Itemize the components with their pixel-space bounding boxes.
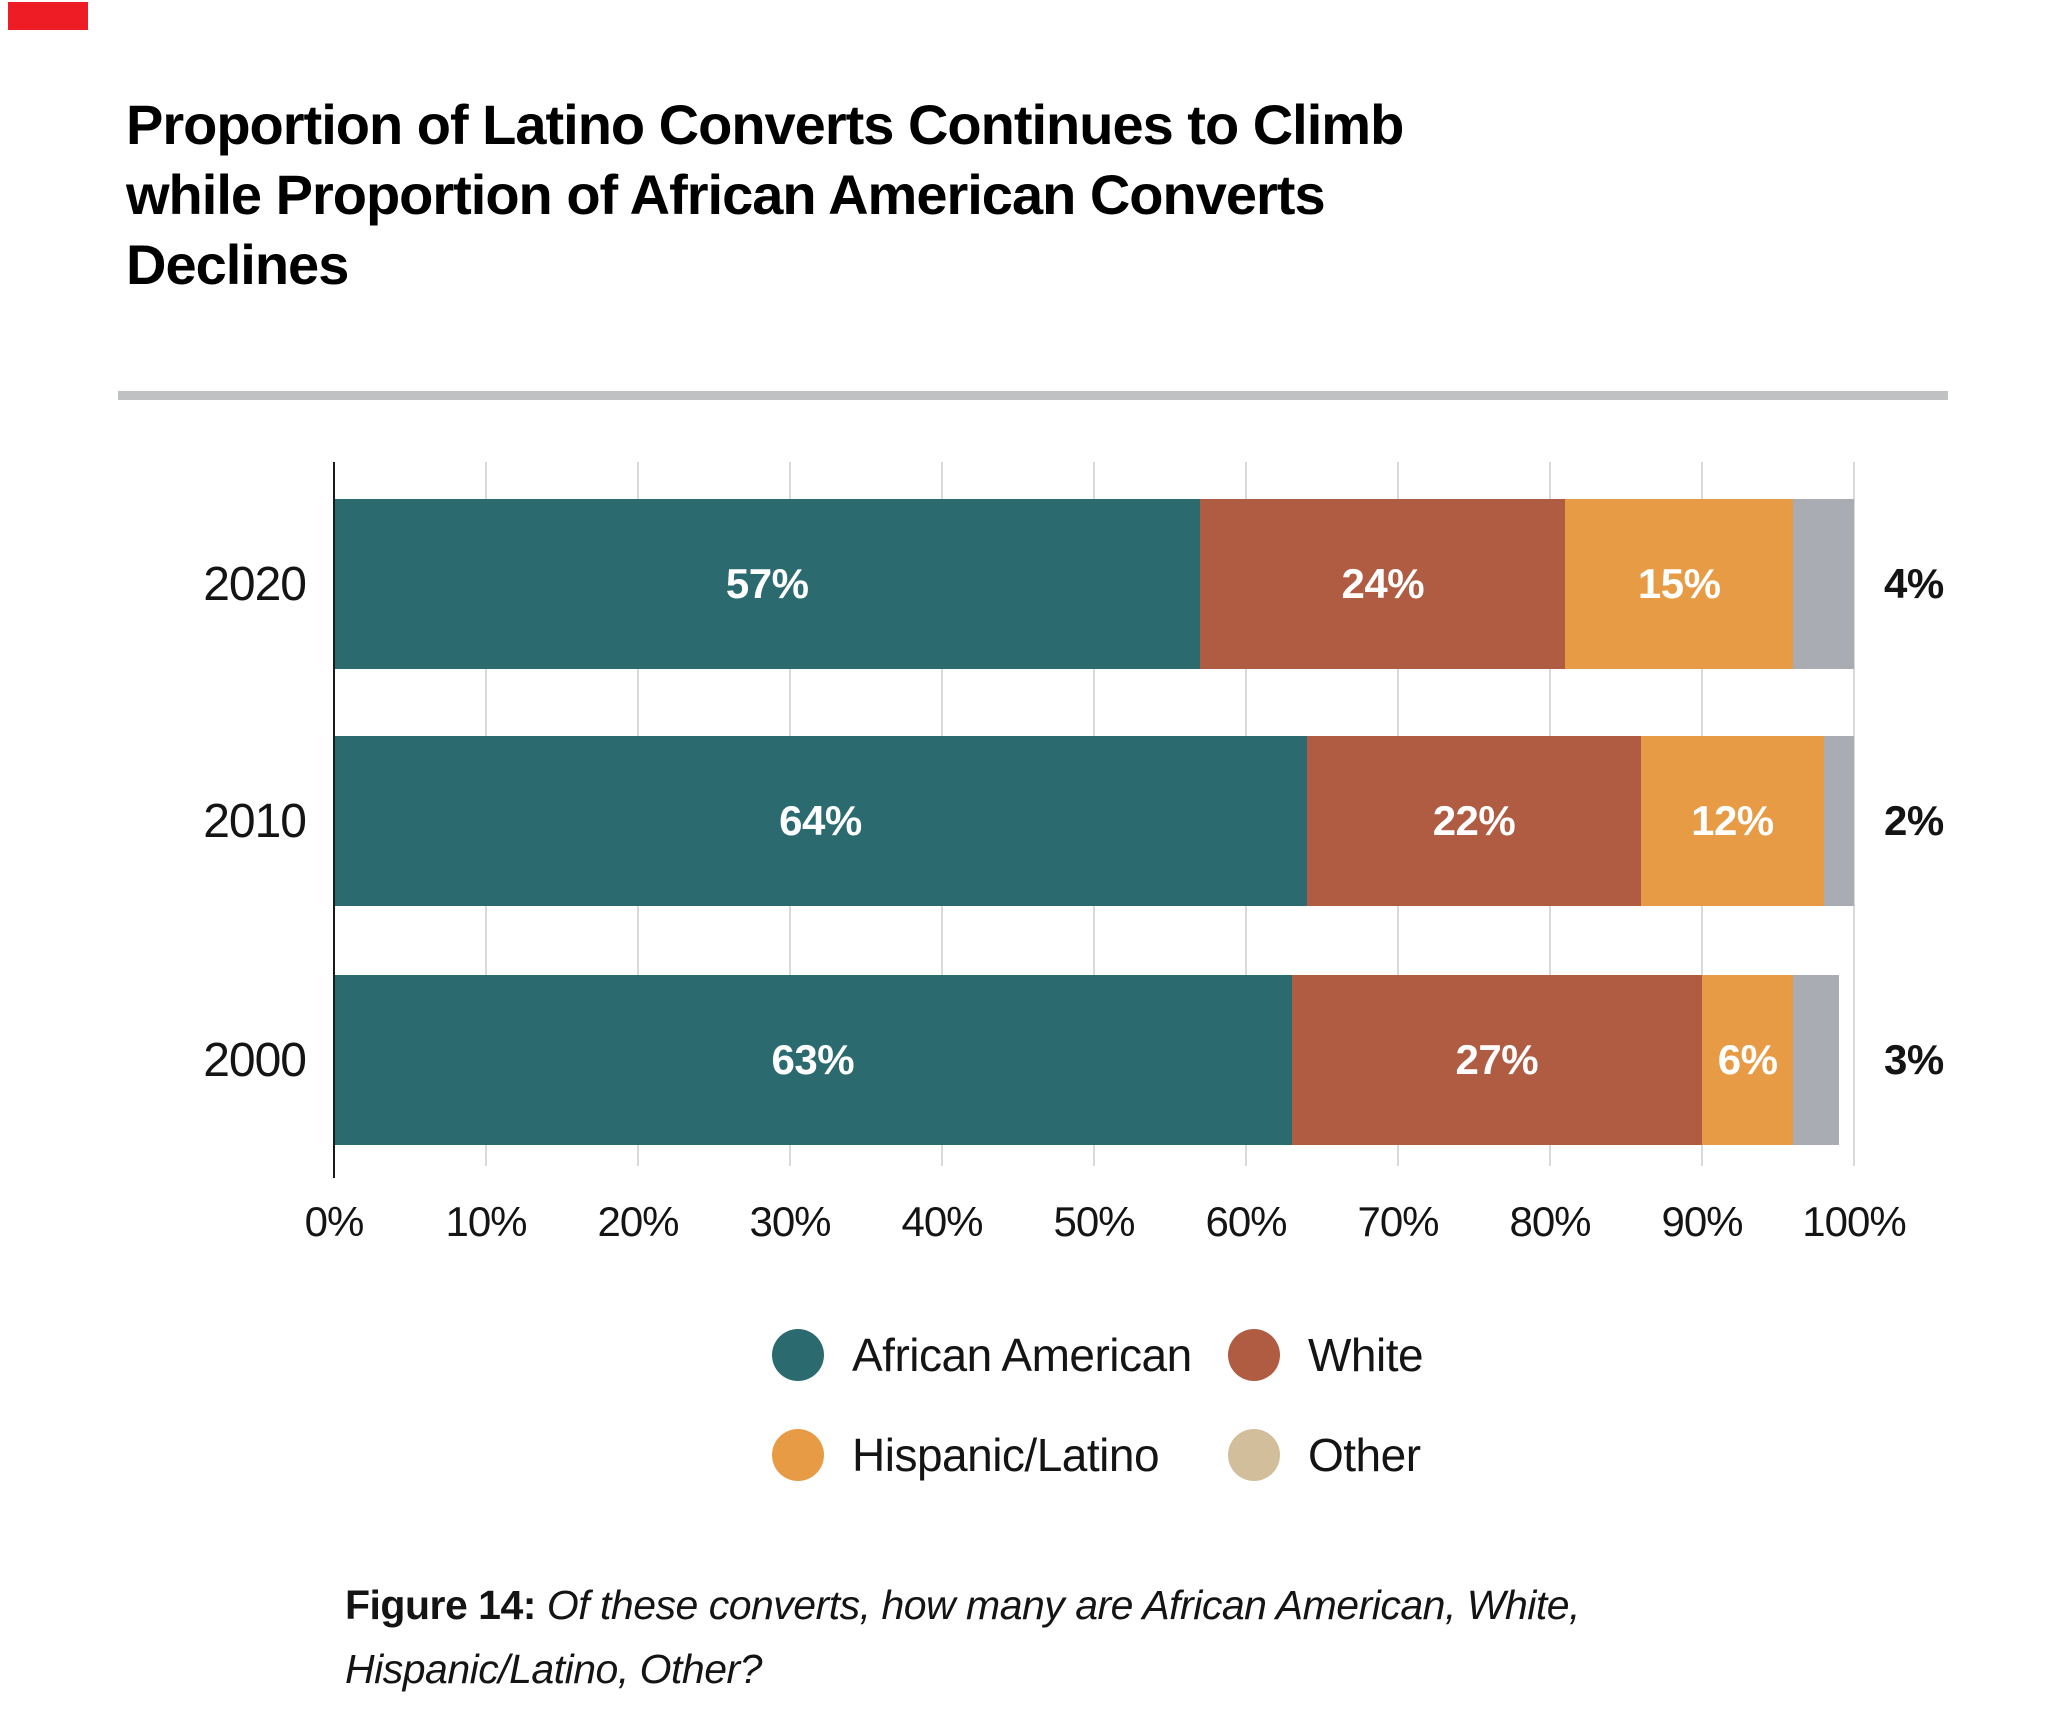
red-corner-mark <box>8 2 88 30</box>
bar-segment-white <box>1200 499 1565 669</box>
legend-label-other: Other <box>1308 1429 1421 1481</box>
legend-label-white: White <box>1308 1329 1424 1381</box>
axis-tick-label: 10% <box>445 1198 527 1245</box>
bar-segment-white <box>1307 736 1641 906</box>
chart-title-line-3: Declines <box>126 232 349 296</box>
axis-tick-label: 70% <box>1357 1198 1439 1245</box>
chart-title-line-1: Proportion of Latino Converts Continues to Climb <box>126 92 1404 156</box>
legend-item-white <box>1228 1328 1423 1382</box>
bar-value-label: 24% <box>1341 560 1425 607</box>
legend-label-african-american: African American <box>852 1329 1192 1381</box>
bar-segment-african-american <box>334 975 1292 1145</box>
bar-row-2020 <box>334 499 1854 669</box>
bar-row-2010 <box>334 736 1854 906</box>
y-axis-line <box>333 462 335 1178</box>
x-axis <box>304 1198 1906 1258</box>
bar-value-label: 6% <box>1717 1036 1778 1083</box>
bar-segment-other <box>1793 975 1839 1145</box>
legend-item-african-american <box>772 1328 1228 1382</box>
bar-value-label: 63% <box>771 1036 855 1083</box>
title-divider-rule <box>118 391 1948 400</box>
legend-swatch-african-american-icon <box>772 1329 824 1381</box>
chart-title <box>126 90 1886 300</box>
caption-prefix: Figure 14: <box>345 1582 536 1628</box>
bar-value-label: 27% <box>1455 1036 1539 1083</box>
category-label-2000: 2000 <box>203 1033 306 1087</box>
bar-segment-african-american <box>334 736 1307 906</box>
bar-segment-hispanic-latino <box>1641 736 1823 906</box>
outside-value-label-other: 4% <box>1884 560 1944 607</box>
axis-tick-label: 50% <box>1053 1198 1135 1245</box>
bar-row-2000 <box>334 975 1854 1145</box>
bar-segment-hispanic-latino <box>1565 499 1793 669</box>
legend <box>772 1328 1423 1482</box>
axis-tick-label: 0% <box>304 1198 364 1245</box>
axis-tick-label: 90% <box>1661 1198 1743 1245</box>
axis-tick-label: 40% <box>901 1198 983 1245</box>
outside-value-label-other: 2% <box>1884 797 1944 844</box>
bar-value-label: 15% <box>1637 560 1721 607</box>
chart-title-line-2: while Proportion of African American Converts <box>126 162 1325 226</box>
outside-value-label-other: 3% <box>1884 1036 1944 1083</box>
bar-value-label: 22% <box>1432 797 1516 844</box>
category-label-2020: 2020 <box>203 557 306 611</box>
bar-segment-other <box>1793 499 1854 669</box>
axis-tick-label: 80% <box>1509 1198 1591 1245</box>
bar-segment-african-american <box>334 499 1200 669</box>
caption-text: Of these converts, how many are African American, White, Hispanic/Latino, Other? <box>345 1582 1580 1692</box>
category-label-2010: 2010 <box>203 794 306 848</box>
bar-segment-hispanic-latino <box>1702 975 1793 1145</box>
axis-tick-label: 60% <box>1205 1198 1287 1245</box>
legend-item-hispanic-latino <box>772 1428 1228 1482</box>
legend-swatch-hispanic-latino-icon <box>772 1429 824 1481</box>
bar-value-label: 64% <box>779 797 862 844</box>
bar-value-label: 57% <box>725 560 809 607</box>
figure-caption <box>345 1573 1645 1701</box>
axis-tick-label: 30% <box>749 1198 831 1245</box>
axis-tick-label: 100% <box>1802 1198 1906 1245</box>
legend-swatch-white-icon <box>1228 1329 1280 1381</box>
bar-segment-white <box>1292 975 1702 1145</box>
axis-tick-label: 20% <box>597 1198 679 1245</box>
bar-segment-other <box>1824 736 1854 906</box>
plot-area <box>203 462 1944 1166</box>
legend-label-hispanic-latino: Hispanic/Latino <box>852 1429 1160 1481</box>
legend-item-other <box>1228 1428 1423 1482</box>
bar-value-label: 12% <box>1691 797 1774 844</box>
legend-swatch-other-icon <box>1228 1429 1280 1481</box>
